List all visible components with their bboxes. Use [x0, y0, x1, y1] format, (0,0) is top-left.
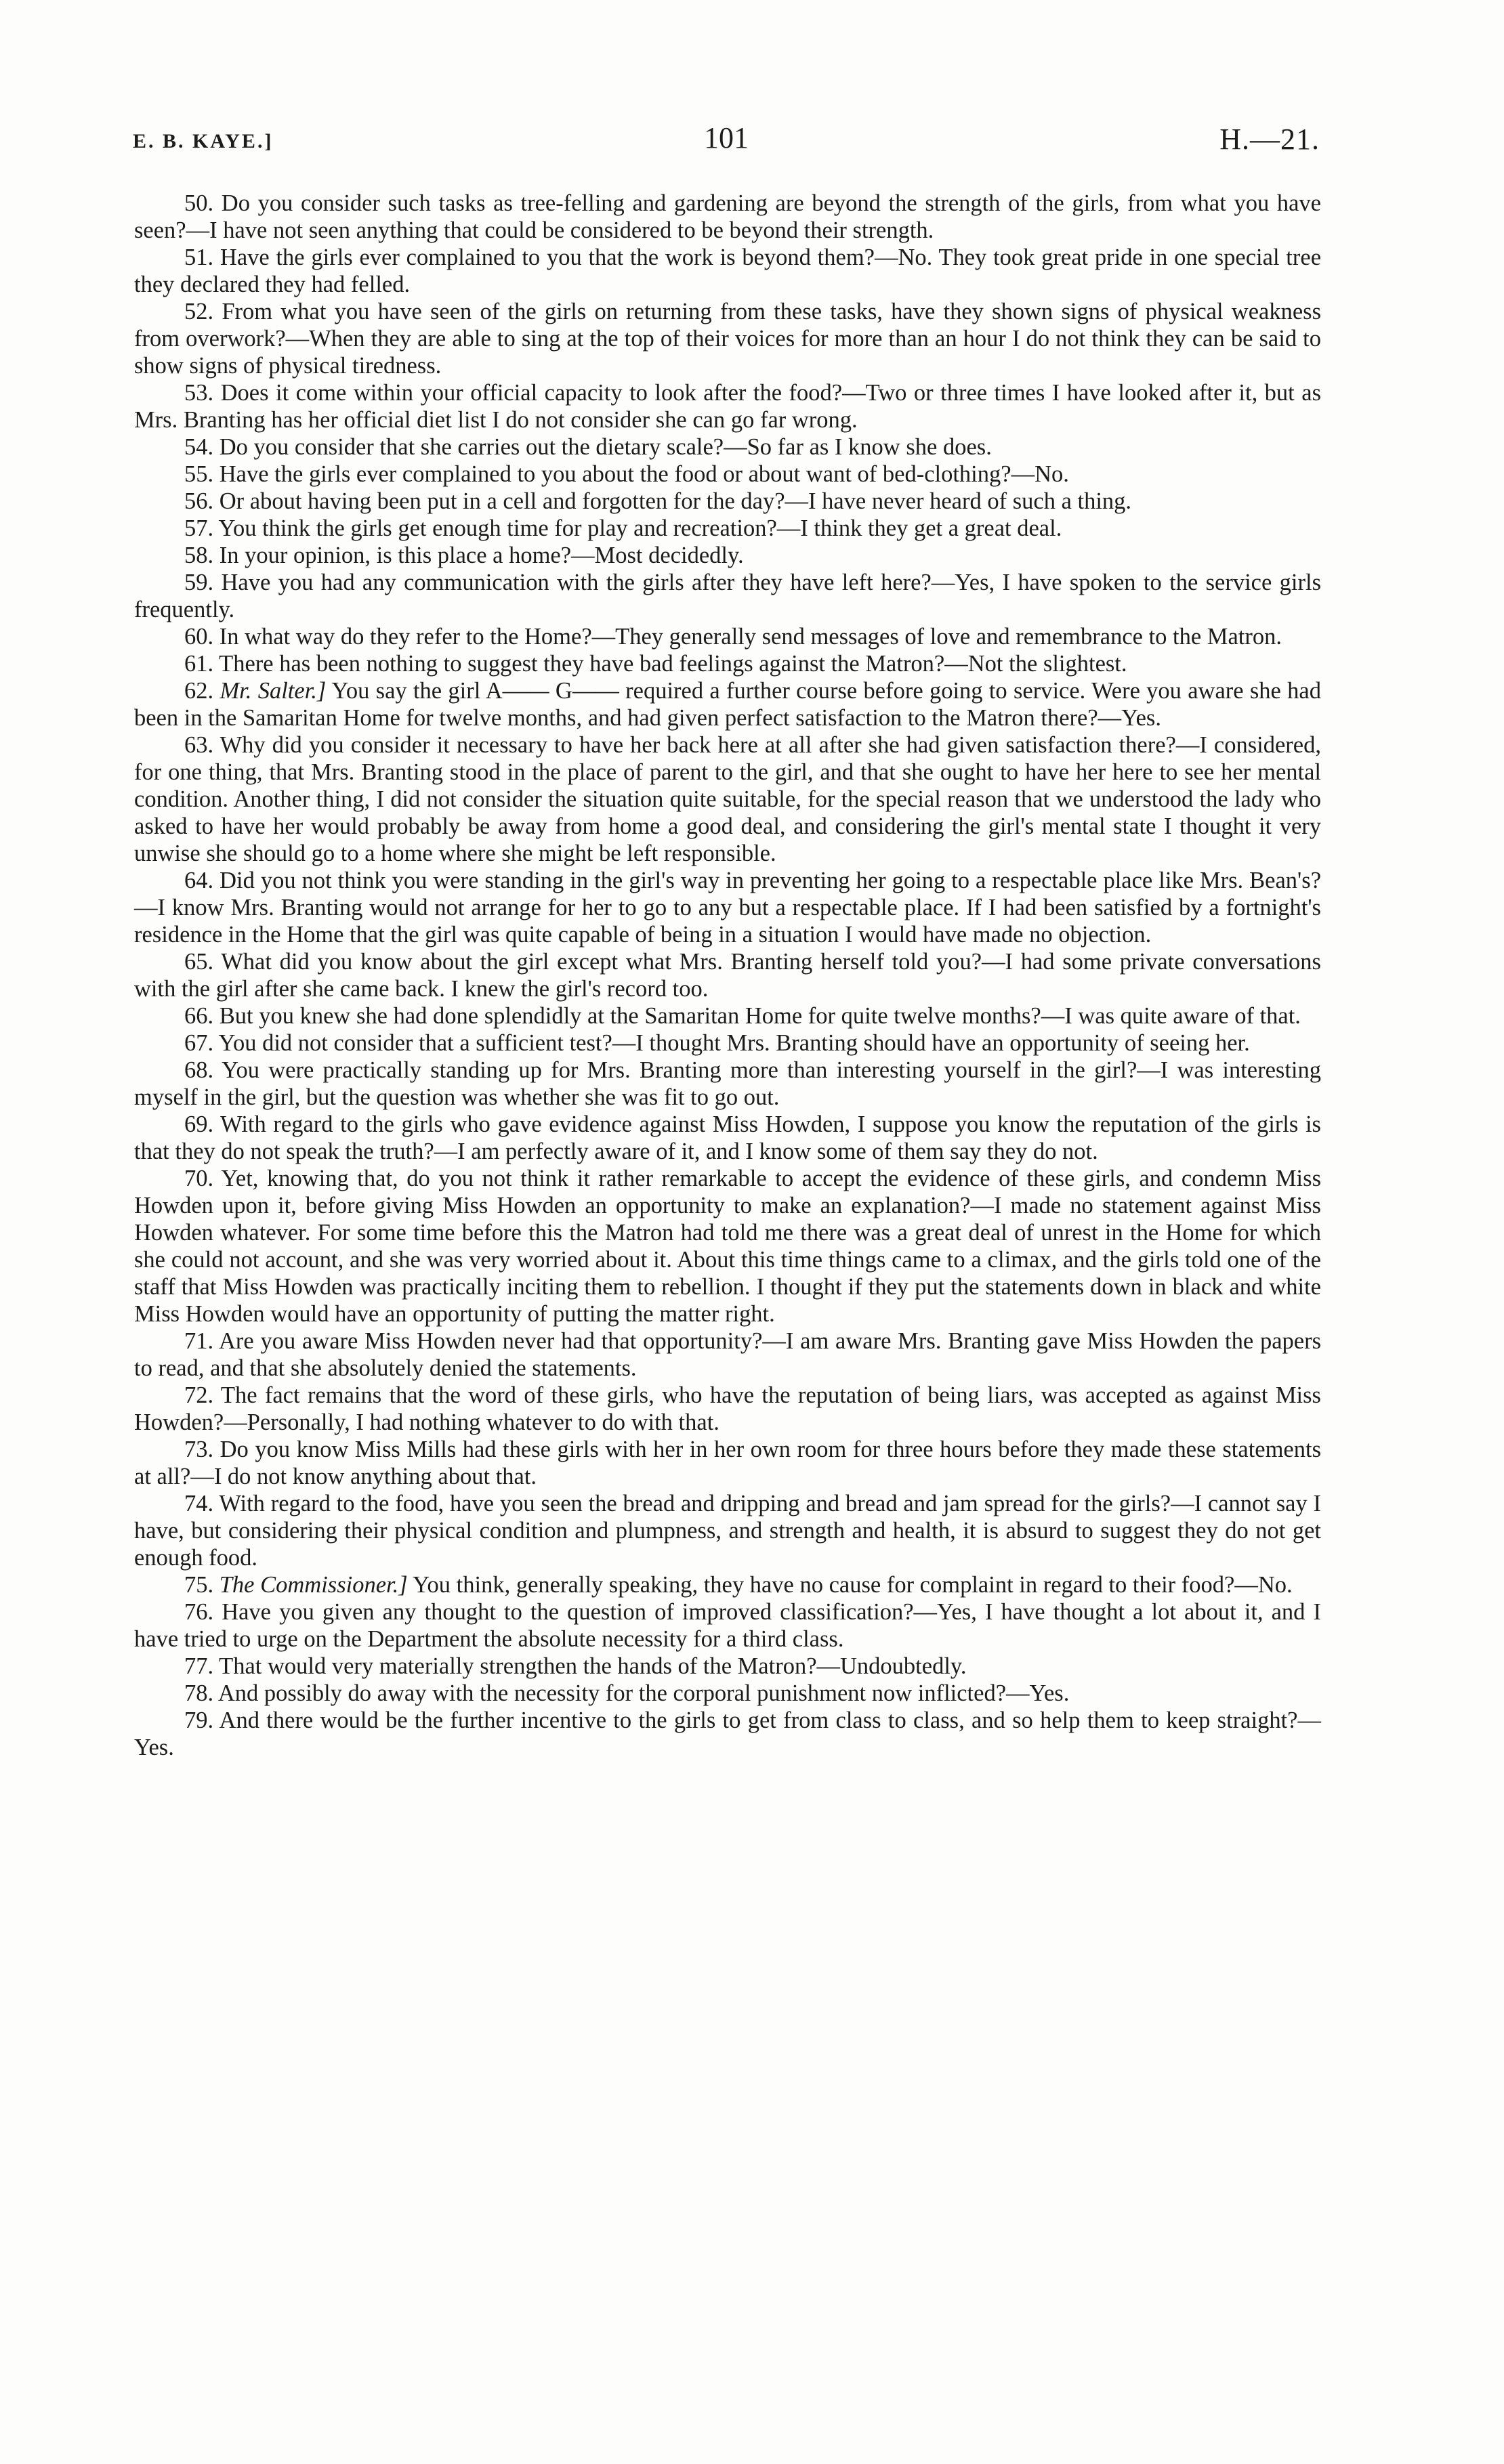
question-paragraph: [134, 569, 1321, 623]
question-answer-text: That would very materially strengthen the hands of the Matron?—Undoubtedly.: [219, 1653, 967, 1679]
question-answer-text: And there would be the further incentive to the girls to get from class to class, and so help them to keep straight?—Yes.: [134, 1707, 1321, 1760]
question-paragraph: [134, 1002, 1321, 1029]
question-number: 75.: [184, 1572, 214, 1598]
question-paragraph: [134, 1680, 1321, 1707]
question-answer-text: Have you given any thought to the question of improved classification?—Yes, I have thought a lot about it, and I have tried to urge on the Department the absolute necessity for a third class.: [134, 1599, 1321, 1652]
question-number: 74.: [184, 1491, 214, 1516]
question-number: 77.: [184, 1653, 214, 1679]
speaker-name: Mr. Salter.]: [220, 678, 327, 704]
question-number: 61.: [184, 651, 214, 677]
question-number: 51.: [184, 245, 214, 270]
question-number: 66.: [184, 1003, 214, 1029]
question-answer-text: What did you know about the girl except what Mrs. Branting herself told you?—I had some private conversations with the girl after she came back. I knew the girl's record too.: [134, 949, 1321, 1002]
question-number: 57.: [184, 515, 214, 541]
question-answer-text: In what way do they refer to the Home?—They generally send messages of love and remembrance to the Matron.: [219, 624, 1282, 650]
question-paragraph: [134, 515, 1321, 542]
question-answer-text: The fact remains that the word of these girls, who have the reputation of being liars, was accepted as against Miss Howden?—Personally, I had nothing whatever to do with that.: [134, 1382, 1321, 1435]
question-paragraph: [134, 623, 1321, 650]
question-number: 63.: [184, 732, 214, 758]
testimony-body: [134, 190, 1321, 1761]
question-number: 53.: [184, 380, 214, 406]
question-number: 54.: [184, 434, 214, 460]
question-number: 67.: [184, 1030, 214, 1056]
question-paragraph: [134, 190, 1321, 244]
question-answer-text: With regard to the girls who gave evidence against Miss Howden, I suppose you know the reputation of the girls is that they do not speak the truth?—I am perfectly aware of it, and I know some of them say they do not.: [134, 1111, 1321, 1164]
question-number: 70.: [184, 1166, 214, 1191]
question-answer-text: You say the girl A—— G—— required a further course before going to service. Were you aware she had been in the Samaritan Home for twelve months, and had given perfect satisfaction to the Matron there?—Yes.: [134, 678, 1321, 731]
question-number: 68.: [184, 1057, 214, 1083]
question-number: 60.: [184, 624, 214, 650]
question-paragraph: [134, 1111, 1321, 1165]
question-answer-text: From what you have seen of the girls on returning from these tasks, have they shown signs of physical weakness from overwork?—When they are able to sing at the top of their voices for more than an hour I do not think they can be said to show signs of physical tiredness.: [134, 299, 1321, 379]
question-paragraph: [134, 1707, 1321, 1761]
question-number: 55.: [184, 461, 214, 487]
question-answer-text: Do you consider that she carries out the dietary scale?—So far as I know she does.: [219, 434, 992, 460]
question-answer-text: Or about having been put in a cell and forgotten for the day?—I have never heard of such a thing.: [219, 488, 1132, 514]
question-number: 50.: [184, 190, 214, 216]
question-number: 62.: [184, 678, 214, 704]
page-number: 101: [704, 121, 749, 154]
question-paragraph: [134, 1029, 1321, 1057]
question-paragraph: [134, 1653, 1321, 1680]
question-paragraph: [134, 433, 1321, 461]
question-paragraph: [134, 1598, 1321, 1653]
question-paragraph: [134, 379, 1321, 433]
question-number: 58.: [184, 543, 214, 568]
question-paragraph: [134, 298, 1321, 379]
question-answer-text: Have the girls ever complained to you about the food or about want of bed-clothing?—No.: [219, 461, 1069, 487]
question-answer-text: Yet, knowing that, do you not think it rather remarkable to accept the evidence of these girls, and condemn Miss Howden upon it, before giving Miss Howden an opportunity to make an explanation?—I made no statement against Miss Howden whatever. For some time before this the Matron had told me there was a great deal of unrest in the Home for which she could not account, and she was very worried about it. About this time things came to a climax, and the girls told one of the staff that Miss Howden was practically inciting them to rebellion. I thought if they put the statements down in black and white Miss Howden would have an opportunity of putting the matter right.: [134, 1166, 1321, 1327]
document-reference: H.—21.: [1219, 123, 1320, 156]
question-answer-text: Do you consider such tasks as tree-felling and gardening are beyond the strength of the girls, from what you have seen?—I have not seen anything that could be considered to be beyond their strength.: [134, 190, 1321, 243]
question-paragraph: [134, 1436, 1321, 1490]
question-paragraph: [134, 867, 1321, 948]
question-answer-text: Does it come within your official capacity to look after the food?—Two or three times I have looked after it, but as Mrs. Branting has her official diet list I do not consider she can go far wrong.: [134, 380, 1321, 433]
question-answer-text: Do you know Miss Mills had these girls with her in her own room for three hours before they made these statements at all?—I do not know anything about that.: [134, 1437, 1322, 1489]
question-paragraph: [134, 731, 1321, 867]
question-paragraph: [134, 1057, 1321, 1111]
question-number: 59.: [184, 570, 214, 595]
question-paragraph: [134, 461, 1321, 488]
question-answer-text: In your opinion, is this place a home?—Most decidedly.: [219, 543, 744, 568]
speaker-name: The Commissioner.]: [219, 1572, 408, 1598]
question-paragraph: [134, 1327, 1321, 1382]
question-answer-text: Have the girls ever complained to you that the work is beyond them?—No. They took great pride in one special tree they declared they had felled.: [134, 245, 1322, 297]
question-number: 71.: [184, 1328, 214, 1354]
question-number: 73.: [184, 1437, 214, 1462]
question-answer-text: You think the girls get enough time for play and recreation?—I think they get a great deal.: [218, 515, 1062, 541]
question-paragraph: [134, 1490, 1321, 1571]
question-paragraph: [134, 948, 1321, 1002]
question-answer-text: With regard to the food, have you seen the bread and dripping and bread and jam spread for the girls?—I cannot say I have, but considering their physical condition and plumpness, and strength and health, it is absurd to suggest they do not get enough food.: [134, 1491, 1321, 1571]
question-answer-text: You think, generally speaking, they have no cause for complaint in regard to their food?—No.: [413, 1572, 1293, 1598]
question-number: 65.: [184, 949, 214, 975]
question-number: 76.: [184, 1599, 214, 1625]
question-answer-text: Are you aware Miss Howden never had that opportunity?—I am aware Mrs. Branting gave Miss Howden the papers to read, and that she absolutely denied the statements.: [134, 1328, 1321, 1381]
question-answer-text: You did not consider that a sufficient test?—I thought Mrs. Branting should have an opportunity of seeing her.: [218, 1030, 1250, 1056]
question-number: 69.: [184, 1111, 214, 1137]
question-number: 52.: [184, 299, 214, 324]
question-paragraph: [134, 488, 1321, 515]
question-number: 64.: [184, 868, 214, 893]
question-answer-text: Did you not think you were standing in the girl's way in preventing her going to a respectable place like Mrs. Bean's?—I know Mrs. Branting would not arrange for her to go to any but a respectable place. If I had been satisfied by a fortnight's residence in the Home that the girl was quite capable of being in a situation I would have made no objection.: [134, 868, 1322, 948]
question-paragraph: [134, 1382, 1321, 1436]
question-paragraph: [134, 542, 1321, 569]
question-number: 78.: [184, 1680, 214, 1706]
question-paragraph: [134, 677, 1321, 731]
question-answer-text: Why did you consider it necessary to have her back here at all after she had given satisfaction there?—I considered, for one thing, that Mrs. Branting stood in the place of parent to the girl, and that she ought to have her here to see her mental condition. Another thing, I did not consider the situation quite suitable, for the special reason that we understood the lady who asked to have her would probably be away from home a good deal, and considering the girl's mental state I thought it very unwise she should go to a home where she might be left responsible.: [134, 732, 1321, 866]
question-paragraph: [134, 650, 1321, 677]
question-paragraph: [134, 1165, 1321, 1327]
question-number: 72.: [184, 1382, 214, 1408]
question-number: 56.: [184, 488, 214, 514]
question-number: 79.: [184, 1707, 214, 1733]
question-paragraph: [134, 1571, 1321, 1598]
question-answer-text: Have you had any communication with the girls after they have left here?—Yes, I have spoken to the service girls frequently.: [134, 570, 1322, 622]
witness-name: E. B. KAYE.]: [133, 130, 274, 152]
page-header: [133, 121, 1320, 161]
question-answer-text: There has been nothing to suggest they have bad feelings against the Matron?—Not the slightest.: [219, 651, 1127, 677]
question-answer-text: And possibly do away with the necessity for the corporal punishment now inflicted?—Yes.: [217, 1680, 1070, 1706]
question-paragraph: [134, 244, 1321, 298]
question-answer-text: But you knew she had done splendidly at the Samaritan Home for quite twelve months?—I was quite aware of that.: [219, 1003, 1301, 1029]
question-answer-text: You were practically standing up for Mrs. Branting more than interesting yourself in the girl?—I was interesting myself in the girl, but the question was whether she was fit to go out.: [134, 1057, 1321, 1110]
